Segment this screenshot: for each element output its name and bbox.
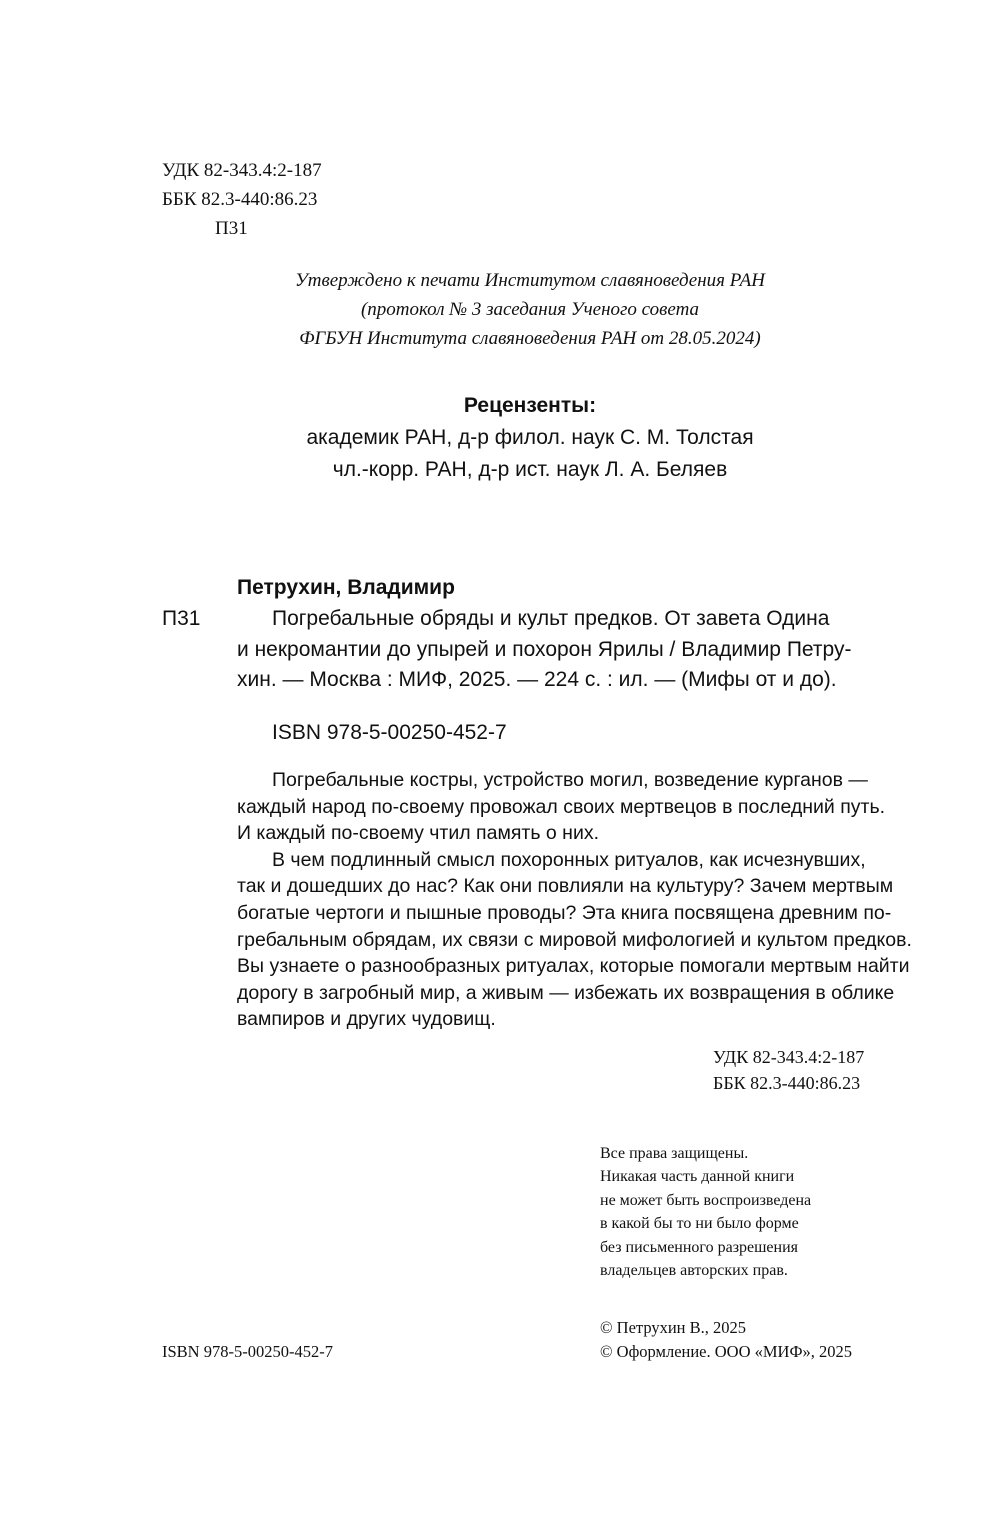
reviewer-2: чл.-корр. РАН, д-р ист. наук Л. А. Беляев: [332, 458, 728, 481]
annotation-line: гребальным обрядам, их связи с мировой мифологией и культом предков.: [237, 928, 912, 951]
approval-note: [200, 266, 860, 353]
rights-notice: [600, 1142, 811, 1282]
bib-description: [237, 604, 884, 696]
bib-isbn: ISBN 978-5-00250-452-7: [272, 721, 507, 744]
copyright-author: © Петрухин В., 2025: [600, 1318, 747, 1337]
annotation-line: Погребальные костры, устройство могил, возведение курганов —: [272, 769, 868, 791]
reviewer-1: академик РАН, д-р филол. наук С. М. Толстая: [306, 426, 754, 449]
bottom-classification-codes: [713, 1044, 864, 1096]
bib-description-line-3: хин. — Москва : МИФ, 2025. — 224 с. : ил. — (Мифы от и до).: [237, 668, 837, 691]
bib-description-line-1: Погребальные обряды и культ предков. От завета Одина: [272, 607, 830, 630]
bib-description-line-2: и некромантии до упырей и похорон Ярилы / Владимир Петру-: [237, 637, 852, 661]
annotation-line: богатые чертоги и пышные проводы? Эта книга посвящена древним по-: [237, 901, 892, 924]
reviewers-heading: Рецензенты:: [463, 394, 597, 417]
approval-line-3: ФГБУН Института славяноведения РАН от 28.05.2024): [299, 328, 761, 349]
approval-line-2: (протокол № 3 заседания Ученого совета: [360, 299, 700, 320]
reviewers-block: [200, 390, 860, 486]
annotation-line: Вы узнаете о разнообразных ритуалах, которые помогали мертвым найти: [237, 955, 910, 978]
bottom-bbk-code: ББК 82.3-440:86.23: [713, 1073, 861, 1093]
top-classification-codes: [162, 156, 322, 243]
approval-line-1: Утверждено к печати Институтом славяноведения РАН: [294, 270, 765, 291]
bib-author: Петрухин, Владимир: [237, 576, 455, 599]
copyright-design: © Оформление. ООО «МИФ», 2025: [600, 1341, 852, 1361]
annotation-line: вампиров и других чудовищ.: [237, 1008, 496, 1031]
bib-author-mark: П31: [162, 607, 201, 630]
rights-line: без письменного разрешения: [600, 1238, 799, 1256]
rights-line: Все права защищены.: [600, 1145, 749, 1162]
annotation-line: дорогу в загробный мир, а живым — избежать их возвращения в облике: [237, 981, 895, 1004]
annotation-line: так и дошедших до нас? Как они повлияли на культуру? Зачем мертвым: [237, 875, 894, 898]
annotation-line: И каждый по-своему чтил память о них.: [237, 822, 600, 845]
rights-line: не может быть воспроизведена: [600, 1191, 812, 1209]
rights-line: владельцев авторских прав.: [600, 1262, 788, 1280]
top-author-mark: П31: [215, 218, 248, 239]
annotation-line: В чем подлинный смысл похоронных ритуалов, как исчезнувших,: [272, 848, 866, 871]
annotation: [237, 767, 912, 1033]
rights-line: Никакая часть данной книги: [600, 1168, 795, 1186]
bottom-udk-code: УДК 82-343.4:2-187: [713, 1047, 865, 1067]
top-bbk-code: ББК 82.3-440:86.23: [162, 189, 318, 210]
footer-isbn: ISBN 978-5-00250-452-7: [162, 1342, 333, 1361]
annotation-line: каждый народ по-своему провожал своих мертвецов в последний путь.: [237, 795, 886, 818]
rights-line: в какой бы то ни было форме: [600, 1215, 799, 1233]
top-udk-code: УДК 82-343.4:2-187: [162, 160, 322, 181]
copyright-block: [600, 1316, 852, 1363]
